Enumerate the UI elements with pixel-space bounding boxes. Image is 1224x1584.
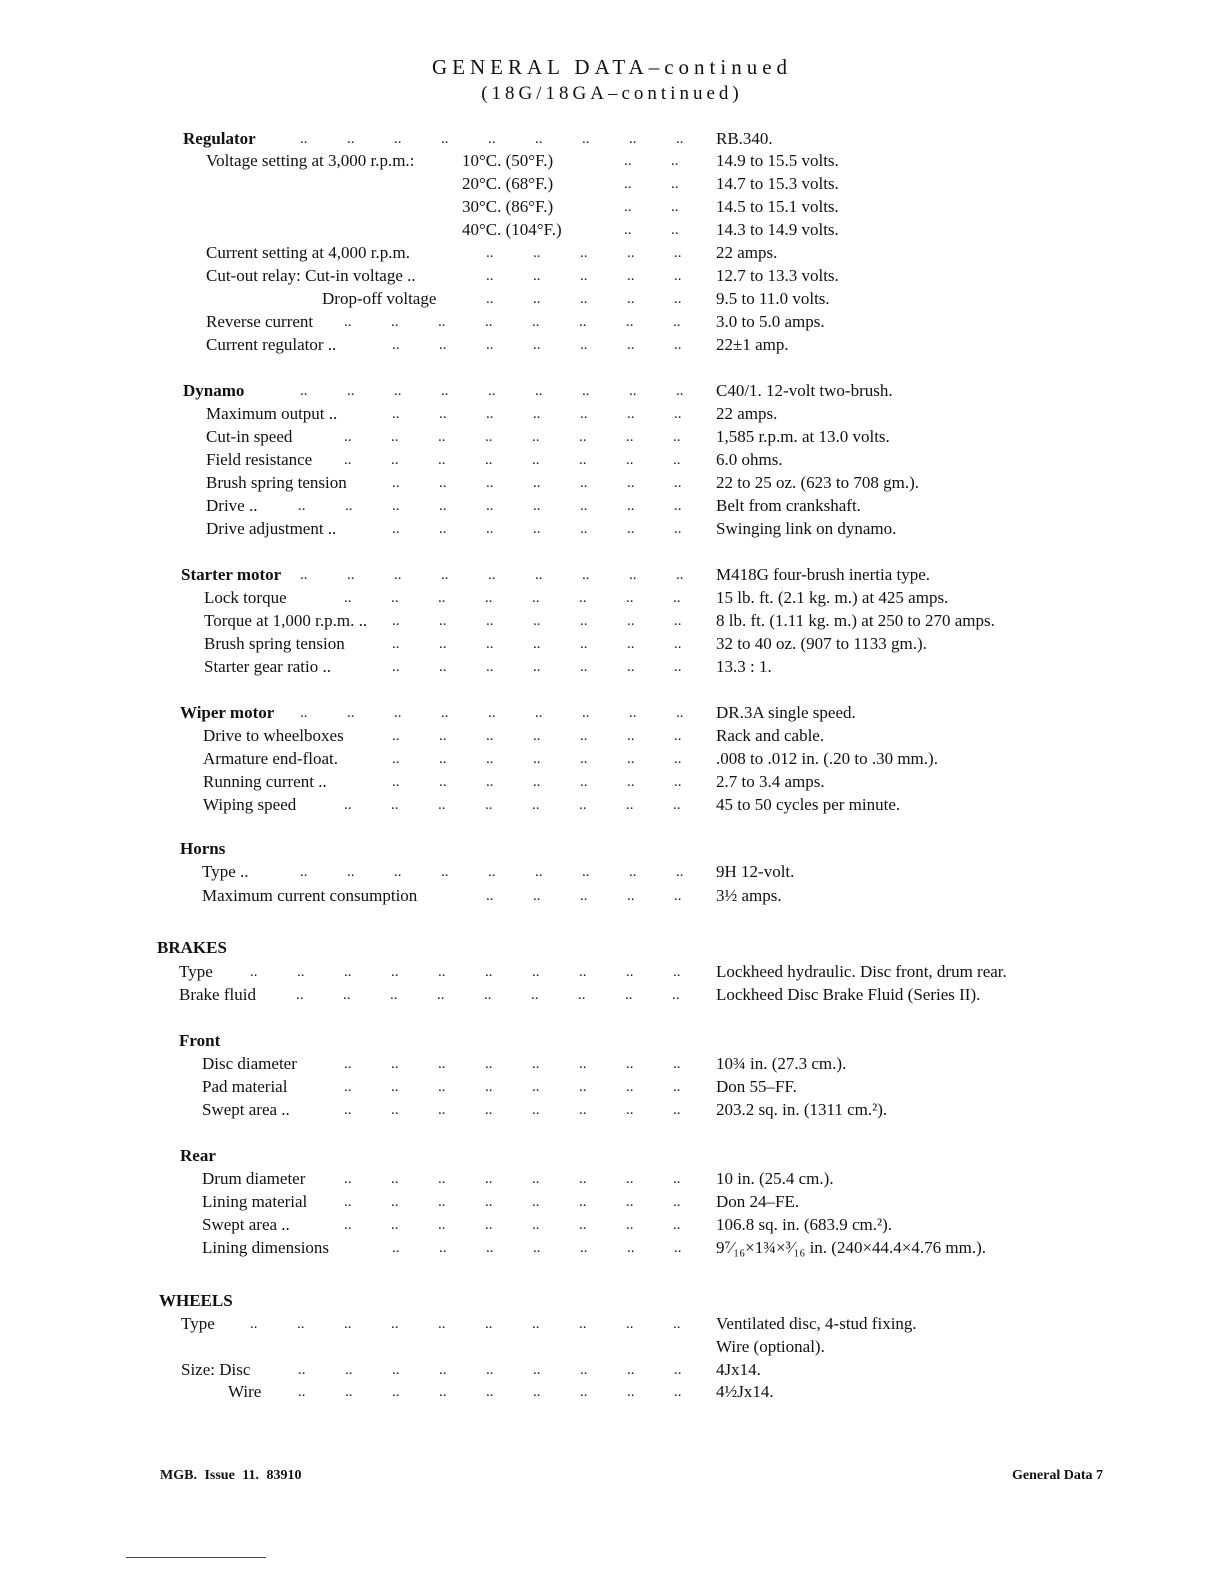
spec-value: 13.3 : 1. [716,657,772,676]
spec-label: Lining dimensions [202,1238,330,1257]
spec-label: Drum diameter [202,1169,306,1188]
section-heading: Wiper motor [180,703,275,722]
section-heading: Starter motor [181,565,282,584]
spec-value: 4Jx14. [716,1360,761,1379]
spec-value: 14.3 to 14.9 volts. [716,220,839,239]
spec-label: Brush spring tension [204,634,345,653]
spec-value: 22 amps. [716,404,778,423]
spec-label: Swept area .. [202,1215,290,1234]
spec-value: 9⁷⁄₁₆×1¾×³⁄₁₆ in. (240×44.4×4.76 mm.). [716,1238,986,1257]
spec-label: Swept area .. [202,1100,290,1119]
spec-value: 3½ amps. [716,886,782,905]
spec-label: Maximum output .. [206,404,338,423]
spec-value: 14.7 to 15.3 volts. [716,174,839,193]
spec-value: 14.5 to 15.1 volts. [716,197,839,216]
spec-value: 10 in. (25.4 cm.). [716,1169,834,1188]
spec-value: 1,585 r.p.m. at 13.0 volts. [716,427,890,446]
spec-value: Wire (optional). [716,1337,825,1356]
spec-value: 6.0 ohms. [716,450,783,469]
spec-value: Lockheed hydraulic. Disc front, drum rear. [716,962,1007,981]
spec-value: M418G four-brush inertia type. [716,565,931,584]
spec-value: Lockheed Disc Brake Fluid (Series II). [716,985,981,1004]
page-subtitle: (18G/18GA–continued) [481,83,743,104]
spec-value: Belt from crankshaft. [716,496,861,515]
spec-label: Field resistance [206,450,313,469]
spec-value: Ventilated disc, 4-stud fixing. [716,1314,917,1333]
spec-value: 9.5 to 11.0 volts. [716,289,830,308]
spec-label: Pad material [202,1077,288,1096]
spec-label: Drive to wheelboxes [203,726,344,745]
spec-value: 106.8 sq. in. (683.9 cm.²). [716,1215,893,1234]
section-heading: Regulator [183,129,256,148]
section-heading: Front [179,1031,221,1050]
spec-label: Maximum current consumption [202,886,418,905]
temperature-condition: 10°C. (50°F.) [462,151,554,170]
page-title: GENERAL DATA–continued [431,55,793,79]
footer-page-label: General Data 7 [1012,1468,1103,1483]
spec-value: 12.7 to 13.3 volts. [716,266,839,285]
spec-label: Drive .. [206,496,258,515]
spec-value: 15 lb. ft. (2.1 kg. m.) at 425 amps. [716,588,949,607]
spec-label: Torque at 1,000 r.p.m. .. [204,611,368,630]
footer-rule [126,1557,266,1558]
spec-value: 203.2 sq. in. (1311 cm.²). [716,1100,888,1119]
spec-label: Lining material [202,1192,308,1211]
spec-label: Armature end-float. [203,749,338,768]
spec-value: 3.0 to 5.0 amps. [716,312,825,331]
spec-value: 10¾ in. (27.3 cm.). [716,1054,847,1073]
spec-label: Drive adjustment .. [206,519,337,538]
spec-label: Size: Disc [181,1360,251,1379]
section-heading: Dynamo [183,381,245,400]
spec-value: Don 55–FF. [716,1077,797,1096]
spec-label: Current setting at 4,000 r.p.m. [206,243,410,262]
temperature-condition: 30°C. (86°F.) [462,197,554,216]
spec-label: Drop-off voltage [322,289,437,308]
spec-value: Swinging link on dynamo. [716,519,897,538]
spec-label: Reverse current [206,312,314,331]
temperature-condition: 20°C. (68°F.) [462,174,554,193]
spec-value: 45 to 50 cycles per minute. [716,795,901,814]
spec-value: 22 amps. [716,243,778,262]
spec-label: Type .. [202,862,249,881]
spec-value: Don 24–FE. [716,1192,800,1211]
section-heading: Horns [180,839,226,858]
section-heading: BRAKES [157,938,227,957]
spec-value: RB.340. [716,129,773,148]
spec-label: Wiping speed [203,795,297,814]
spec-value: Rack and cable. [716,726,825,745]
spec-label: Brush spring tension [206,473,347,492]
section-heading: WHEELS [159,1291,233,1310]
spec-value: 32 to 40 oz. (907 to 1133 gm.). [716,634,927,653]
spec-value: 4½Jx14. [716,1382,774,1401]
spec-value: C40/1. 12-volt two-brush. [716,381,893,400]
spec-label: Wire [228,1382,262,1401]
spec-label: Brake fluid [179,985,256,1004]
spec-label: Lock torque [204,588,287,607]
spec-value: 22±1 amp. [716,335,789,354]
spec-label: Voltage setting at 3,000 r.p.m.: [206,151,415,170]
spec-value: 14.9 to 15.5 volts. [716,151,839,170]
spec-label: Running current .. [203,772,327,791]
spec-label: Type [181,1314,215,1333]
spec-label: Type [179,962,213,981]
spec-label: Disc diameter [202,1054,297,1073]
spec-value: 9H 12-volt. [716,862,795,881]
spec-label: Cut-out relay: Cut-in voltage .. [206,266,416,285]
spec-label: Starter gear ratio .. [204,657,331,676]
temperature-condition: 40°C. (104°F.) [462,220,562,239]
spec-label: Cut-in speed [206,427,293,446]
spec-label: Current regulator .. [206,335,337,354]
spec-value: 22 to 25 oz. (623 to 708 gm.). [716,473,920,492]
spec-value: 8 lb. ft. (1.11 kg. m.) at 250 to 270 amps. [716,611,995,630]
section-heading: Rear [180,1146,216,1165]
spec-value: .008 to .012 in. (.20 to .30 mm.). [716,749,938,768]
spec-value: DR.3A single speed. [716,703,856,722]
footer-issue: MGB. Issue 11. 83910 [160,1468,302,1483]
spec-value: 2.7 to 3.4 amps. [716,772,825,791]
